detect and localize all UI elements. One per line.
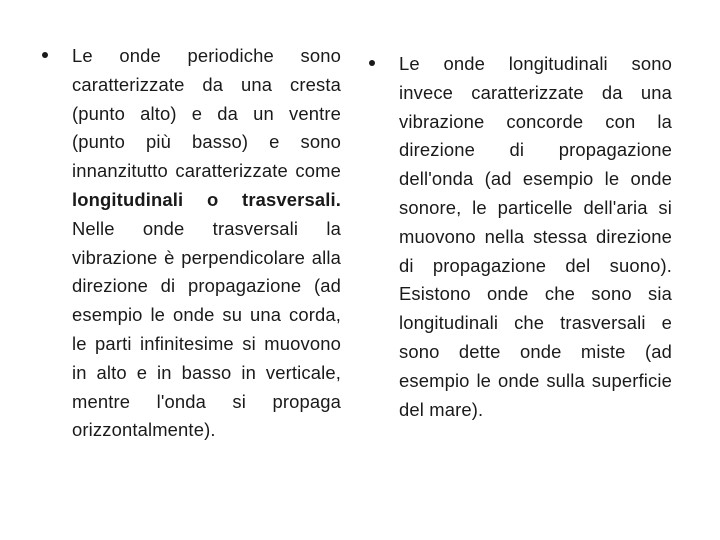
right-column xyxy=(369,50,672,424)
bullet-icon xyxy=(42,42,56,71)
right-text: Le onde longitudinali sono invece caratterizzate da una vibrazione concorde con la direzione di propagazione dell'onda (ad esempio le onde sonore, le particelle dell'aria si muovono nella stessa direzione di propagazione del suono). Esistono onde che sono sia longitudinali che trasversali e sono dette onde miste (ad esempio le onde sulla superficie del mare). xyxy=(399,53,672,420)
left-column xyxy=(42,42,341,445)
bullet-icon xyxy=(369,50,383,79)
bullet-item-periodic-waves xyxy=(42,42,341,445)
left-text-part1: Le onde periodiche sono caratterizzate da una cresta (punto alto) e da un ventre (punto più basso) e sono innanzitutto caratterizzate come xyxy=(72,45,341,182)
left-text-bold: longitudinali o trasversali. xyxy=(72,188,341,210)
bullet-item-longitudinal-waves xyxy=(369,50,672,424)
left-text-part2: Nelle onde trasversali la vibrazione è perpendicolare alla direzione di propagazione (ad esempio le onde su una corda, le parti infinitesime si muovono in alto e in basso in verticale, mentre l'onda si propaga orizzontalmente). xyxy=(72,217,341,441)
